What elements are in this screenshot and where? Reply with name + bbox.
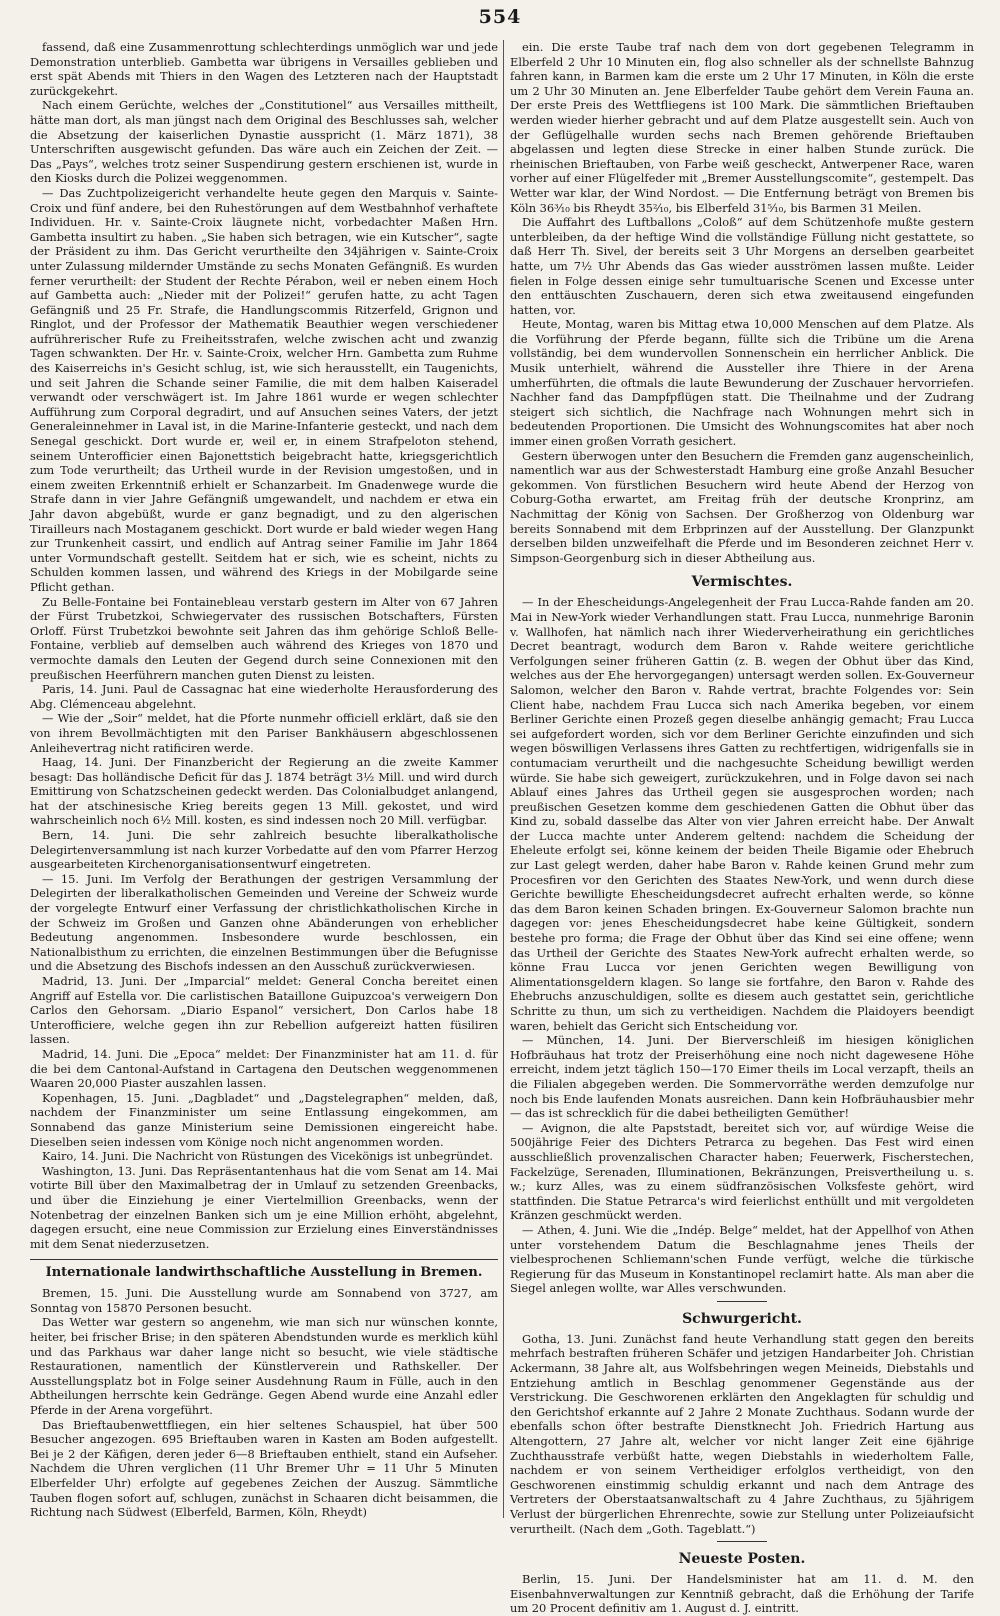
section-title-misc: Vermischtes.	[691, 574, 793, 591]
article-paragraph: — 15. Juni. Im Verfolg der Berathungen der gestrigen Versammlung der Delegirten der liberalkatholischen Gemeinden und Vereine der Schweiz wurde der vorgelegte Entwurf einer Verfassung der christlichkatholischen Kirche in der Schweiz im Großen und Ganzen ohne Abänderungen von erheblicher Bedeutung angenommen. Insbesondere wurde beschlossen, ein Nationalbisthum zu errichten, die einzelnen Bestimmungen über die Befugnisse und die Absetzung des Bischofs indessen an den Ausschuß zurückverwiesen.	[30, 871, 498, 974]
right-column	[510, 40, 974, 1616]
page-number: 554	[478, 6, 522, 28]
left-column	[30, 40, 498, 1520]
section-title-court: Schwurgericht.	[682, 1310, 802, 1327]
article-paragraph: — Athen, 4. Juni. Wie die „Indép. Belge“ meldet, hat der Appellhof von Athen unter vorstehendem Datum die Beschlagnahme jenes Theils der vielbesprochenen Schliemann'schen Funde verfügt, welche die türkische Regierung für das Museum in Konstantinopel reclamirt hatte. Als man aber die Siegel anlegen wollte, war Alles verschwunden.	[510, 1222, 974, 1296]
article-paragraph: Bern, 14. Juni. Die sehr zahlreich besuchte liberalkatholische Delegirtenversammlung ist nach kurzer Vorbedatte auf den vom Pfarrer Herzog ausgearbeiteten Kirchenorganisationsentwurf eingetreten.	[30, 828, 498, 872]
article-paragraph: — München, 14. Juni. Der Bierverschleiß im hiesigen königlichen Hofbräuhaus hat trotz der Preiserhöhung eine noch nicht dagewesene Höhe erreicht, indem jetzt täglich 150—170 Eimer theils im Local verzapft, theils an die Filialen abgegeben werden. Die Sommervorräthe werden demzufolge nur noch bis Ende laufenden Monats ausreichen. Dann kein Hofbräuhausbier mehr — das ist schrecklich für die dabei betheiligten Gemüther!	[510, 1033, 974, 1121]
article-paragraph: Heute, Montag, waren bis Mittag etwa 10,000 Menschen auf dem Platze. Als die Vorführung der Pferde begann, füllte sich die Tribüne um die Arena vollständig, bei dem wundervollen Sonnenschein ein herrlicher Anblick. Die Musik unterhielt, während die Aussteller ihre Thiere in der Arena umherführten, die oftmals die laute Bewunderung der Zuschauer hervorriefen. Nachher fand das Dampfpflügen statt. Die Theilnahme und der Zudrang steigert sich sichtlich, die Nachfrage nach Wohnungen mehrt sich in bedeutenden Proportionen. Die Umsicht des Wohnungscomites hat aber noch immer einen großen Vorrath gesichert.	[510, 317, 974, 449]
article-paragraph: Das Brieftaubenwettfliegen, ein hier seltenes Schauspiel, hat über 500 Besucher angezogen. 695 Brieftauben waren in Kasten am Boden aufgestellt. Bei je 2 der Käfigen, deren jeder 6—8 Brieftauben enthielt, stand ein Aufseher. Nachdem die Uhren verglichen (11 Uhr Bremer Uhr = 11 Uhr 5 Minuten Elberfelder Uhr) erfolgte auf gegebenes Zeichen der Auszug. Sämmtliche Tauben flogen sofort auf, schlugen, zunächst in Schaaren dicht beisammen, die Richtung nach Südwest (Elberfeld, Barmen, Köln, Rheydt)	[30, 1417, 498, 1520]
article-paragraph: — Das Zuchtpolizeigericht verhandelte heute gegen den Marquis v. Sainte-Croix und fünf andere, bei den Ruhestörungen auf dem Westbahnhof verhaftete Individuen. Hr. v. Sainte-Croix läugnete nicht, vorbedachter Maßen Hrn. Gambetta insultirt zu haben. „Sie haben sich betragen, wie ein Kutscher“, sagte der Präsident zu ihm. Das Gericht verurtheilte den 34jährigen v. Sainte-Croix unter Zulassung mildernder Umstände zu sechs Monaten Gefängniß. Es wurden ferner verurtheilt: der Student der Rechte Pérabon, weil er neben einem Hoch auf Gambetta auch: „Nieder mit der Polizei!“ gerufen hatte, zu acht Tagen Gefängniß und 25 Fr. Strafe, die Handlungscommis Ritzerfeld, Grignon und Ringlot, und der Professor der Mathematik Beauthier wegen verschiedener aufrührerischer Rufe zu Freiheitsstrafen, welche zwischen acht und zwanzig Tagen schwankten. Der Hr. v. Sainte-Croix, welcher Hrn. Gambetta zum Ruhme des Kaiserreichs in's Gesicht schlug, ist, wie sich herausstellt, ein Taugenichts, und seit Jahren die Schande seiner Familie, die mit dem halben Kaiseradel verwandt oder verschwägert ist. Im Jahre 1861 wurde er wegen schlechter Aufführung zum Corporal degradirt, und auf Ansuchen seines Vaters, der jetzt Generaleinnehmer in Laval ist, in die Marine-Infanterie gesteckt, und nach dem Senegal geschickt. Dort wurde er, weil er, in einem Strafpeloton stehend, seinem Unterofficier einen Bajonettstich beigebracht hatte, kriegsgerichtlich zum Tode verurtheilt; das Urtheil wurde in der Revision umgestoßen, und in einem zweiten Erkenntniß erhielt er Schanzarbeit. Im Gnadenwege wurde die Strafe dann in vier Jahre Gefängniß umgewandelt, und nachdem er etwa ein Jahr davon abgebüßt, wurde er ganz begnadigt, und zu den algerischen Tirailleurs nach Mostaganem geschickt. Dort wurde er bald wieder wegen Hang zur Trunkenheit cassirt, und endlich auf Antrag seiner Familie im Jahr 1864 unter Vormundschaft gestellt. Seitdem hat er sich, wie es scheint, nichts zu Schulden kommen lassen, und während des Kriegs in der Mobilgarde seine Pflicht gethan.	[30, 185, 498, 594]
article-paragraph: — Avignon, die alte Papststadt, bereitet sich vor, auf würdige Weise die 500jährige Feier des Dichters Petrarca zu begehen. Das Fest wird einen ausschließlich provenzalischen Character haben; Feuerwerk, Fischerstechen, Fackelzüge, Serenaden, Illuminationen, Bekränzungen, Preisvertheilung u. s. w.; kurz Alles, was zu einem südfranzösischen Volksfeste gehört, wird stattfinden. Die Statue Petrarca's wird feierlichst enthüllt und mit vergoldeten Kränzen geschmückt werden.	[510, 1120, 974, 1223]
article-paragraph: Washington, 13. Juni. Das Repräsentantenhaus hat die vom Senat am 14. Mai votirte Bill über den Maximalbetrag der in Umlauf zu setzenden Greenbacks, und über die Einziehung je einer Viertelmillion Greenbacks, wenn der Notenbetrag der einzelnen Banken sich um je eine Million erhöht, abgelehnt, dagegen ersucht, eine neue Commission zur Erzielung eines Einverständnisses mit dem Senat niederzusetzen.	[30, 1163, 498, 1251]
article-paragraph: ein. Die erste Taube traf nach dem von dort gegebenen Telegramm in Elberfeld 2 Uhr 10 Minuten ein, flog also schneller als der schnellste Bahnzug fahren kann, in Barmen kam die erste um 2 Uhr 17 Minuten, in Köln die erste um 2 Uhr 30 Minuten an. Jene Elberfelder Taube gehört dem Verein Fauna an. Der erste Preis des Wettfliegens ist 100 Mark. Die sämmtlichen Brieftauben werden wieder hierher gebracht und auf dem Platze ausgestellt sein. Auch von der Geflügelhalle wurden sechs nach Bremen gehörende Brieftauben abgelassen und legten diese Strecke in einer halben Stunde zurück. Die rheinischen Brieftauben, von Farbe weiß gescheckt, Antwerpener Race, waren vorher auf einer Flügelfeder mit „Bremer Ausstellungscomite“, gestempelt. Das Wetter war klar, der Wind Nordost. — Die Entfernung beträgt von Bremen bis Köln 36³⁄₁₀ bis Rheydt 35²⁄₁₀, bis Elberfeld 31⁵⁄₁₀, bis Barmen 31 Meilen.	[510, 40, 974, 215]
article-paragraph: Paris, 14. Juni. Paul de Cassagnac hat eine wiederholte Herausforderung des Abg. Clémenceau abgelehnt.	[30, 682, 498, 711]
article-paragraph: Madrid, 14. Juni. Die „Epoca“ meldet: Der Finanzminister hat am 11. d. für die bei dem Cantonal-Aufstand in Cartagena den Deutschen weggenommenen Waaren 20,000 Piaster auszahlen lassen.	[30, 1046, 498, 1091]
article-paragraph: Kopenhagen, 15. Juni. „Dagbladet“ und „Dagstelegraphen“ melden, daß, nachdem der Finanzminister um seine Entlassung eingekommen, am Sonnabend das ganze Ministerium seine Demissionen eingereicht habe. Dieselben seien indessen vom Könige noch nicht angenommen worden.	[30, 1090, 498, 1149]
article-paragraph: Berlin, 15. Juni. Der Handelsminister hat am 11. d. M. den Eisenbahnverwaltungen zur Kenntniß gebracht, daß die Erhöhung der Tarife um 20 Procent definitiv am 1. August d. J. eintritt.	[510, 1572, 974, 1616]
article-paragraph: — Wie der „Soir“ meldet, hat die Pforte nunmehr officiell erklärt, daß sie den von ihrem Bevollmächtigten mit den Pariser Bankhäusern abgeschlossenen Anleihevertrag nicht ratificiren werde.	[30, 711, 498, 755]
article-paragraph: Nach einem Gerüchte, welches der „Constitutionel“ aus Versailles mittheilt, hätte man dort, als man jüngst nach dem Original des Beschlusses sah, welcher die Absetzung der kaiserlichen Dynastie ausspricht (1. März 1871), 38 Unterschriften ausgewischt gefunden. Das wäre auch ein Zeichen der Zeit. — Das „Pays“, welches trotz seiner Suspendirung gestern erschienen ist, wurde in den Kiosks durch die Polizei weggenommen.	[30, 98, 498, 186]
section-title-latest-news: Neueste Posten.	[678, 1551, 806, 1568]
article-paragraph: fassend, daß eine Zusammenrottung schlechterdings unmöglich war und jede Demonstration unterblieb. Gambetta war übrigens in Versailles geblieben und erst spät Abends mit Thiers in den Wagen des Letzteren nach der Hauptstadt zurückgekehrt.	[30, 40, 498, 98]
article-paragraph: Gotha, 13. Juni. Zunächst fand heute Verhandlung statt gegen den bereits mehrfach bestraften früheren Schäfer und jetzigen Handarbeiter Joh. Christian Ackermann, 38 Jahre alt, aus Wolfsbehringen wegen Meineids, Diebstahls und Entziehung amtlich in Beschlag genommener Gegenstände aus der Verstrickung. Die Geschworenen erklärten den Angeklagten für schuldig und den Gerichtshof erkannte auf 2 Jahre 2 Monate Zuchthaus. Sodann wurde der ebenfalls schon öfter bestrafte Dienstknecht Joh. Friedrich Hartung aus Altengottern, 27 Jahre alt, welcher vor nicht langer Zeit eine 6jährige Zuchthausstrafe verbüßt hatte, wegen Diebstahls in wiederholtem Falle, nachdem er von seinem Vertheidiger erfolglos vertheidigt, von den Geschworenen einstimmig schuldig erkannt und nach dem Antrage des Vertreters der Oberstaatsanwaltschaft zu 4 Jahre Zuchthaus, zu 5jährigem Verlust der bürgerlichen Ehrenrechte, sowie zur Stellung unter Polizeiaufsicht verurtheilt. (Nach dem „Goth. Tageblatt.“)	[510, 1331, 974, 1536]
article-paragraph: Zu Belle-Fontaine bei Fontainebleau verstarb gestern im Alter von 67 Jahren der Fürst Trubetzkoi, Schwiegervater des russischen Botschafters, Fürsten Orloff. Fürst Trubetzkoi bewohnte seit Jahren das ihm gehörige Schloß Belle-Fontaine, verblieb auf demselben auch während des Krieges von 1870 und vermochte damals den Leuten der Gegend durch seine Connexionen mit den preußischen Heerführern manchen guten Dienst zu leisten.	[30, 594, 498, 682]
article-paragraph: Kairo, 14. Juni. Die Nachricht von Rüstungen des Vicekönigs ist unbegründet.	[42, 1149, 494, 1164]
left-news-items	[30, 40, 498, 1251]
article-paragraph: Die Auffahrt des Luftballons „Coloß“ auf dem Schützenhofe mußte gestern unterbleiben, da der heftige Wind die vollständige Füllung nicht gestattete, so daß Herr Th. Sivel, der bereits seit 3 Uhr Morgens an derselben gearbeitet hatte, um 7½ Uhr Abends das Gas wieder ausströmen lassen mußte. Leider fielen in Folge dessen einige sehr tumultuarische Scenen und Excesse unter den enttäuschten Zuschauern, deren sich etwa zweitausend eingefunden hatten, vor.	[510, 215, 974, 317]
article-paragraph: Haag, 14. Juni. Der Finanzbericht der Regierung an die zweite Kammer besagt: Das holländische Deficit für das J. 1874 beträgt 3½ Mill. und wird durch Emittirung von Schatzscheinen gedeckt werden. Das Colonialbudget anlangend, hat der atschinesische Krieg bereits gegen 13 Mill. gekostet, und wird wahrscheinlich noch 6½ Mill. kosten, es sind indessen noch 20 Mill. verfügbar.	[30, 755, 498, 828]
article-paragraph: Gestern überwogen unter den Besuchern die Fremden ganz augenscheinlich, namentlich war aus der Schwesterstadt Hamburg eine große Anzahl Besucher gekommen. Von fürstlichen Besuchern wird heute Abend der Herzog von Coburg-Gotha erwartet, am Freitag früh der deutsche Kronprinz, am Nachmittag der König von Sachsen. Der Großherzog von Oldenburg war bereits Sonnabend mit dem Erbprinzen auf der Ausstellung. Der Glanzpunkt derselben bilden unzweifelhaft die Pferde und im Besonderen zeichnet Herr v. Simpson-Georgenburg sich in dieser Abtheilung aus.	[510, 448, 974, 565]
article-paragraph: Bremen, 15. Juni. Die Ausstellung wurde am Sonnabend von 3727, am Sonntag von 15870 Personen besucht.	[30, 1286, 498, 1315]
section-title-bremen-exhibition: Internationale landwirthschaftliche Ausstellung in Bremen.	[30, 1259, 498, 1282]
article-paragraph: — In der Ehescheidungs-Angelegenheit der Frau Lucca-Rahde fanden am 20. Mai in New-York wieder Verhandlungen statt. Frau Lucca, nunmehrige Baronin v. Wallhofen, hat nämlich nach ihrer Wiederverheirathung ein gerichtliches Decret beantragt, wodurch dem Baron v. Rahde weitere gerichtliche Verfolgungen seiner früheren Gattin (z. B. wegen der Obhut über das Kind, welches aus der Ehe hervorgegangen) untersagt werden sollen. Ex-Gouverneur Salomon, welcher den Baron v. Rahde vertrat, brachte Folgendes vor: Sein Client habe, nachdem Frau Lucca sich nach Amerika begeben, vor einem Berliner Gerichte einen Prozeß gegen dieselbe anhängig gemacht; Frau Lucca sei aufgefordert worden, sich vor dem Berliner Gerichte einzufinden und sich wegen böswilligen Verlassens ihres Gatten zu rechtfertigen, widrigenfalls sie in contumaciam verurtheilt und die nachgesuchte Scheidung bewilligt werden würde. Sie habe sich geweigert, zurückzukehren, und in Folge davon sei nach Ablauf eines Jahres das Urtheil gegen sie ausgesprochen worden; nach preußischen Gesetzen komme dem geschiedenen Gatten die Obhut über das Kind zu, sobald dasselbe das Alter von vier Jahren erreicht habe. Der Anwalt der Lucca machte unter Anderem geltend: nachdem die Scheidung der Eheleute erfolgt sei, könne keinem der beiden Theile Bigamie oder Ehebruch zur Last gelegt werden, daher habe Baron v. Rahde keinen Grund mehr zum Procesfiren vor den Gerichten des Staates New-York, und wenn durch diese Gerichte bewilligte Ehescheidungsdecret aufrecht erhalten werde, so könne das dem Baron keinen Schaden bringen. Ex-Gouverneur Salomon brachte nun dagegen vor: jenes Ehescheidungsdecret habe keine Gültigkeit, sondern bestehe pro forma; die Frage der Obhut über das Kind sei eine offene; wenn das Urtheil der Gerichte des Staates New-York aufrecht erhalten werde, so könne Frau Lucca vor jenen Gerichten wegen Bewilligung von Alimentationsgeldern klagen. So lange sie fortfahre, den Baron v. Rahde des Ehebruchs anzuschuldigen, sollte es diesem auch gestattet sein, gerichtliche Schritte zu thun, um sich zu vertheidigen. Nachdem die Plaidoyers beendigt waren, behielt das Gericht sich Entscheidung vor.	[510, 595, 974, 1033]
column-divider	[503, 40, 504, 1518]
article-paragraph: Madrid, 13. Juni. Der „Imparcial“ meldet: General Concha bereitet einen Angriff auf Estella vor. Die carlistischen Bataillone Guipuzcoa's verweigern Don Carlos den Gehorsam. „Diario Espanol“ versichert, Don Carlos habe 18 Unterofficiere, welche gegen ihn zur Rebellion aufgereizt hatten füsiliren lassen.	[30, 974, 498, 1047]
separator-line	[717, 1301, 767, 1302]
article-paragraph: Das Wetter war gestern so angenehm, wie man sich nur wünschen konnte, heiter, bei frischer Brise; in den späteren Abendstunden wurde es merklich kühl und das Parkhaus war daher lange nicht so besucht, wie viele städtische Restaurationen, namentlich der Künstlerverein und Rathskeller. Der Ausstellungsplatz bot in Folge seiner Ausdehnung Raum in Fülle, auch in den Abtheilungen herrschte kein Gedränge. Gegen Abend wurde eine Anzahl edler Pferde in der Arena vorgeführt.	[30, 1315, 498, 1418]
separator-line	[717, 1541, 767, 1542]
